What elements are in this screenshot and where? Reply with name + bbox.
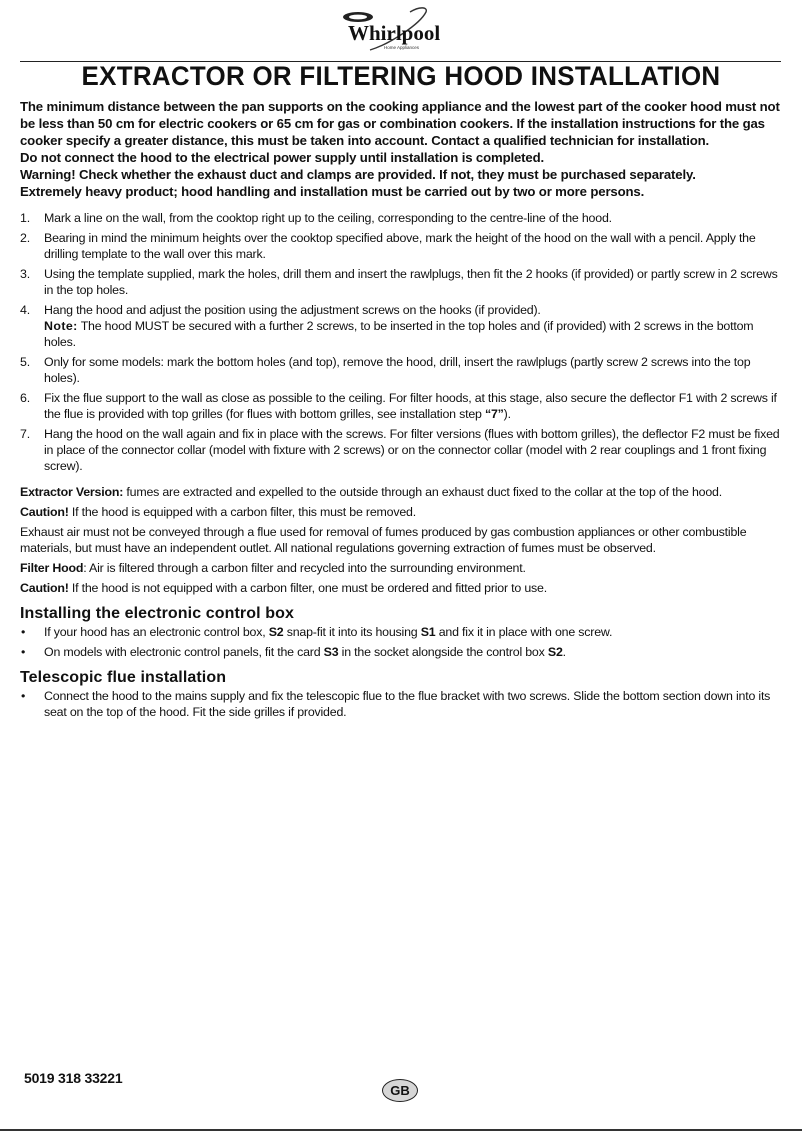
part-code: S2 bbox=[547, 645, 563, 659]
step-text: Hang the hood on the wall again and fix in place with the screws. For filter versions (flues with bottom grilles), the deflector F2 must be fixed in place of the connector collar (model with fixture with 2 screws) or on the connector collar (model with 2 rear couplings and 1 front fixing screw). bbox=[44, 427, 780, 473]
list-text: in the socket alongside the control box bbox=[338, 645, 548, 659]
note-label: Note: bbox=[44, 319, 78, 333]
step-text: Bearing in mind the minimum heights over the cooktop specified above, mark the height of the hood on the wall with a pencil. Apply the drilling template to the wall over this mark. bbox=[44, 231, 756, 261]
section-heading-telescopic-flue: Telescopic flue installation bbox=[20, 669, 227, 686]
step-item bbox=[20, 426, 782, 474]
step-reference: “7” bbox=[484, 407, 504, 421]
list-item bbox=[20, 624, 782, 640]
section-heading-control-box: Installing the electronic control box bbox=[20, 605, 294, 622]
step-text: Mark a line on the wall, from the cooktop right up to the ceiling, corresponding to the centre-line of the hood. bbox=[44, 211, 612, 225]
whirlpool-logo-icon bbox=[340, 4, 444, 56]
svg-text:Home Appliances: Home Appliances bbox=[384, 45, 420, 50]
step-item bbox=[20, 230, 782, 262]
list-item bbox=[20, 688, 782, 720]
exhaust-note: Exhaust air must not be conveyed through a flue used for removal of fumes produced by gas combustion appliances or other combustible materials, but must have an independent outlet. All national regulations governing extraction of fumes must be observed. bbox=[20, 525, 747, 555]
part-code: S2 bbox=[268, 625, 284, 639]
list-text: On models with electronic control panels, fit the card bbox=[44, 645, 324, 659]
bullet-icon: • bbox=[21, 645, 26, 659]
step-item bbox=[20, 302, 782, 350]
caution-text: If the hood is not equipped with a carbon filter, one must be ordered and fitted prior to use. bbox=[68, 581, 547, 595]
step-number: 5. bbox=[20, 355, 30, 369]
filter-hood-text: : Air is filtered through a carbon filter and recycled into the surrounding environment. bbox=[83, 561, 526, 575]
step-text: Using the template supplied, mark the holes, drill them and insert the rawlplugs, then fit the 2 hooks (if provided) or partly screw in 2 screws in the top holes. bbox=[44, 267, 778, 297]
step-text-end: ). bbox=[503, 407, 511, 421]
svg-text:Whirlpool: Whirlpool bbox=[348, 21, 441, 45]
intro-warnings bbox=[20, 98, 782, 200]
list-text: If your hood has an electronic control box, bbox=[44, 625, 269, 639]
step-text: Only for some models: mark the bottom holes (and top), remove the hood, drill, insert the rawlplugs (partly screw 2 screws into the top holes). bbox=[44, 355, 751, 385]
list-text: snap-fit it into its housing bbox=[283, 625, 421, 639]
filter-hood-label: Filter Hood bbox=[20, 561, 84, 575]
whirlpool-logo bbox=[340, 4, 444, 56]
language-badge: GB bbox=[382, 1079, 418, 1102]
step-number: 1. bbox=[20, 211, 30, 225]
caution-label: Caution! bbox=[20, 505, 69, 519]
intro-paragraph-distance: The minimum distance between the pan supports on the cooking appliance and the lowest part of the cooker hood must not be less than 50 cm for electric cookers or 65 cm for gas or combination cookers. If the installation instructions for the gas cooker specify a greater distance, this must be taken into account. Contact a qualified technician for installation. bbox=[20, 99, 780, 148]
intro-paragraph-warning: Warning! Check whether the exhaust duct and clamps are provided. If not, they must be purchased separately. bbox=[20, 167, 696, 182]
filter-hood-paragraph bbox=[20, 560, 782, 576]
hood-versions-info bbox=[20, 484, 782, 596]
intro-paragraph-heavy: Extremely heavy product; hood handling and installation must be carried out by two or more persons. bbox=[20, 184, 645, 199]
list-item bbox=[20, 644, 782, 660]
page-title: EXTRACTOR OR FILTERING HOOD INSTALLATION bbox=[81, 61, 721, 91]
step-number: 4. bbox=[20, 303, 30, 317]
bullet-icon: • bbox=[21, 689, 26, 703]
step-number: 3. bbox=[20, 267, 30, 281]
document-code: 5019 318 33221 bbox=[24, 1070, 123, 1086]
caution-paragraph bbox=[20, 580, 782, 596]
step-number: 7. bbox=[20, 427, 30, 441]
extractor-version-label: Extractor Version: bbox=[20, 485, 124, 499]
extractor-version-paragraph bbox=[20, 484, 782, 500]
list-text: Connect the hood to the mains supply and fix the telescopic flue to the flue bracket with two screws. Slide the bottom section down into its seat on the top of the hood. Fit the side grilles if provided. bbox=[44, 689, 771, 719]
part-code: S1 bbox=[420, 625, 436, 639]
step-text: Fix the flue support to the wall as close as possible to the ceiling. For filter hoods, at this stage, also secure the deflector F1 with 2 screws if the flue is provided with top grilles (for flues with bottom grilles, see installation step bbox=[44, 391, 777, 421]
document-body bbox=[20, 98, 782, 724]
step-number: 2. bbox=[20, 231, 30, 245]
telescopic-flue-list bbox=[20, 688, 782, 720]
bullet-icon: • bbox=[21, 625, 26, 639]
step-number: 6. bbox=[20, 391, 30, 405]
caution-paragraph bbox=[20, 504, 782, 520]
list-text: . bbox=[562, 645, 566, 659]
step-item bbox=[20, 390, 782, 422]
list-text: and fix it in place with one screw. bbox=[435, 625, 613, 639]
step-item bbox=[20, 210, 782, 226]
part-code: S3 bbox=[323, 645, 339, 659]
extractor-version-text: fumes are extracted and expelled to the outside through an exhaust duct fixed to the collar at the top of the hood. bbox=[123, 485, 722, 499]
caution-label: Caution! bbox=[20, 581, 69, 595]
intro-paragraph-power: Do not connect the hood to the electrical power supply until installation is completed. bbox=[20, 150, 545, 165]
step-item bbox=[20, 266, 782, 298]
note-text: The hood MUST be secured with a further 2 screws, to be inserted in the top holes and (if provided) with 2 screws in the bottom holes. bbox=[44, 319, 754, 349]
installation-steps bbox=[20, 210, 782, 474]
step-item bbox=[20, 354, 782, 386]
caution-text: If the hood is equipped with a carbon filter, this must be removed. bbox=[68, 505, 416, 519]
control-box-list bbox=[20, 624, 782, 660]
step-text: Hang the hood and adjust the position using the adjustment screws on the hooks (if provided). bbox=[44, 303, 541, 317]
